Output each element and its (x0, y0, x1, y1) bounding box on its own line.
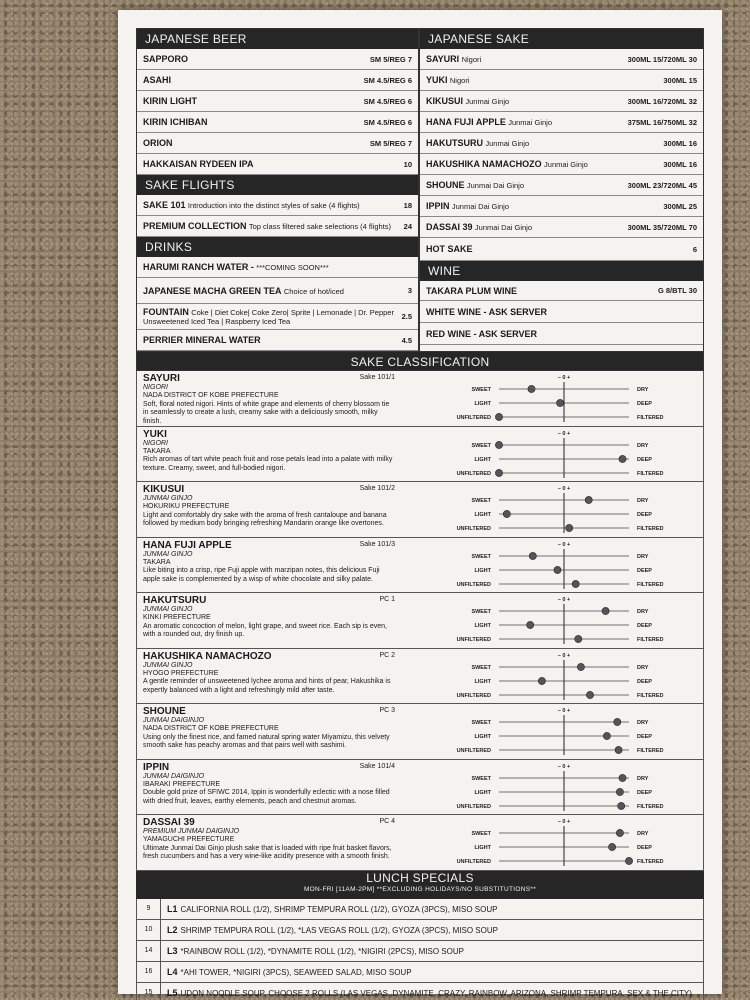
scale-right-label: DRY (637, 609, 649, 615)
beer-item: KIRIN LIGHT SM 4.5/REG 6 (137, 91, 418, 112)
sake-style: JUNMAI GINJO (143, 606, 193, 613)
scale-marker (602, 607, 609, 614)
scale-left-label: SWEET (471, 387, 491, 393)
scale-left-label: UNFILTERED (456, 748, 491, 754)
beer-item: ASAHI SM 4.5/REG 6 (137, 70, 418, 91)
scale-right-label: DRY (637, 498, 649, 504)
lunch-text: UDON NOODLE SOUP, CHOOSE 2 ROLLS (LAS VEGAS, DYNAMITE, CRAZY, RAINBOW, ARIZONA, SHRIMP TEMPURA, SEX & THE CITY) (180, 988, 692, 998)
sake-description: A gentle reminder of unsweetened lychee aroma and hints of pear, Hakushika is expertly balanced with a light and refreshingly mild after taste. (143, 678, 391, 694)
scale-marker (619, 774, 626, 781)
scale-left-label: UNFILTERED (456, 526, 491, 532)
scale-marker (528, 385, 535, 392)
taste-scale-chart (399, 649, 701, 704)
scale-mid-label: – 0 + (557, 708, 571, 714)
scale-left-label: UNFILTERED (456, 803, 491, 810)
scale-mid-label: – 0 + (557, 819, 571, 825)
scale-marker (614, 718, 621, 725)
sake-header: JAPANESE SAKE (420, 29, 703, 49)
scale-left-label: UNFILTERED (456, 581, 491, 588)
scale-right-label: FILTERED (637, 415, 664, 421)
sake-name: KIKUSUI (143, 484, 185, 495)
sake-profile-info (137, 427, 399, 482)
sake-name: SHOUNE (143, 706, 186, 717)
sake-name: HAKUSHIKA NAMACHOZO (143, 650, 272, 662)
scale-left-label: SWEET (471, 775, 491, 782)
sake-style: JUNMAI GINJO (143, 495, 193, 502)
sake-description: Like biting into a crisp, ripe Fuji apple with marzipan notes, this delicious Fuji apple sake is complemented by a wisp of white chocolate and silky palate. (143, 567, 380, 583)
scale-right-label: DRY (637, 387, 649, 393)
taste-scales (399, 815, 703, 870)
drink-item: FOUNTAIN Coke | Diet Coke| Coke Zero| Sprite | Lemonade | Dr. Pepper Unsweetened Iced Tea | Raspberry Iced Tea 2.5 (137, 304, 418, 330)
sake-profile-info (137, 649, 399, 704)
taste-scales (399, 427, 703, 482)
sake-name: YUKI (143, 428, 167, 440)
lunch-description (161, 925, 498, 935)
sake-tag: PC 2 (379, 651, 395, 659)
lunch-price: 14 (137, 941, 161, 961)
beer-item: KIRIN ICHIBAN SM 4.5/REG 6 (137, 112, 418, 133)
lunch-code: L5 (167, 987, 178, 998)
sake-profile (136, 482, 704, 538)
sake-profile-info (137, 371, 399, 426)
sake-style: JUNMAI DAIGINJO (143, 717, 205, 724)
wine-item: RED WINE - ASK SERVER (420, 323, 703, 345)
scale-right-label: DEEP (637, 456, 652, 463)
sake-tag: PC 1 (379, 596, 395, 603)
taste-scale-chart (399, 760, 701, 815)
sake-style: NIGORI (143, 384, 168, 391)
scale-right-label: FILTERED (637, 581, 664, 588)
scale-right-label: FILTERED (637, 526, 664, 532)
sake-tag: PC 3 (379, 707, 395, 714)
flights-header: SAKE FLIGHTS (137, 175, 418, 195)
taste-scales (399, 482, 703, 537)
sake-origin: TAKARA (143, 447, 171, 455)
scale-right-label: DRY (637, 831, 649, 837)
scale-right-label: DRY (637, 664, 649, 671)
scale-left-label: LIGHT (474, 678, 491, 685)
scale-left-label: SWEET (471, 831, 491, 837)
sake-origin: TAKARA (143, 558, 171, 566)
lunch-price: 15 (137, 983, 161, 1000)
scale-marker (575, 635, 582, 642)
beer-header: JAPANESE BEER (137, 29, 418, 49)
lunch-code: L4 (167, 966, 178, 977)
scale-left-label: SWEET (471, 720, 491, 726)
sake-profile-info (137, 704, 399, 759)
scale-marker (572, 580, 579, 587)
lunch-price: 16 (137, 962, 161, 982)
beer-item: HAKKAISAN RYDEEN IPA 10 (137, 154, 418, 175)
sake-name: SAYURI (143, 373, 180, 384)
scale-marker (609, 843, 616, 850)
drink-item: HARUMI RANCH WATER - ***COMING SOON*** (137, 257, 418, 278)
scale-left-label: SWEET (471, 498, 491, 504)
taste-scale-chart (399, 704, 701, 759)
scale-left-label: SWEET (471, 609, 491, 615)
scale-right-label: FILTERED (637, 803, 664, 810)
sake-tag: PC 4 (379, 818, 395, 825)
sake-profile (136, 371, 704, 427)
left-column (137, 29, 420, 351)
lunch-item (136, 920, 704, 941)
scale-mid-label: – 0 + (557, 763, 571, 770)
taste-scale-chart (399, 482, 701, 537)
lunch-text: *RAINBOW ROLL (1/2), *DYNAMITE ROLL (1/2), *NIGIRI (2PCS), MISO SOUP (180, 946, 464, 956)
scale-right-label: DRY (637, 775, 649, 782)
sake-origin: YAMAGUCHI PREFECTURE (143, 836, 235, 844)
lunch-header (136, 871, 704, 899)
drink-item: PERRIER MINERAL WATER 4.5 (137, 330, 418, 351)
lunch-code: L3 (167, 945, 178, 956)
sake-item: YUKI Nigori 300ML 15 (420, 70, 703, 91)
sake-name: IPPIN (143, 761, 170, 773)
sake-description: Rich aromas of tart white peach fruit and rose petals lead into a palate with milky texture. Creamy, sweet, and full-bodied nigori. (143, 456, 393, 472)
scale-marker (557, 399, 564, 406)
lunch-item (136, 941, 704, 962)
classification-header: SAKE CLASSIFICATION (136, 351, 704, 371)
sake-style: JUNMAI DAIGINJO (143, 772, 205, 780)
scale-right-label: DRY (637, 720, 649, 726)
scale-marker (586, 691, 593, 698)
right-column (420, 29, 703, 351)
sake-style: JUNMAI GINJO (143, 661, 193, 669)
sake-profile (136, 760, 704, 816)
scale-marker (619, 455, 626, 462)
classification-list (136, 371, 704, 871)
scale-right-label: DRY (637, 442, 649, 449)
scale-right-label: FILTERED (637, 748, 664, 754)
scale-left-label: SWEET (471, 664, 491, 671)
menu-sheet (118, 10, 722, 998)
flight-item: PREMIUM COLLECTION Top class filtered sake selections (4 flights) 24 (137, 216, 418, 237)
sake-description: Using only the finest rice, and famed natural spring water Miyamizu, this velvety smooth sake has peachy aromas and that pairs well with sashimi. (143, 733, 390, 750)
scale-marker (495, 413, 502, 420)
beer-item: ORION SM 5/REG 7 (137, 133, 418, 154)
scale-left-label: LIGHT (474, 512, 491, 518)
scale-left-label: SWEET (471, 553, 491, 560)
lunch-item (136, 983, 704, 1000)
scale-left-label: UNFILTERED (456, 692, 491, 699)
sake-item: DASSAI 39 Junmai Dai Ginjo 300ML 35/720ML 70 (420, 217, 703, 238)
scale-left-label: LIGHT (474, 789, 491, 796)
scale-marker (603, 732, 610, 739)
scale-right-label: FILTERED (637, 470, 664, 477)
taste-scale-chart (399, 815, 701, 870)
taste-scale-chart (399, 427, 701, 482)
wine-item: TAKARA PLUM WINE G 8/BTL 30 (420, 281, 703, 301)
sake-description: An aromatic concoction of melon, light grape, and sweet rice. Each sip is even, with a rounded out, dry finish up. (143, 622, 387, 639)
scale-left-label: LIGHT (474, 456, 491, 463)
scale-left-label: LIGHT (474, 567, 491, 574)
taste-scale-chart (399, 538, 701, 593)
scale-marker (495, 441, 502, 448)
lunch-title: LUNCH SPECIALS (366, 870, 474, 885)
sake-profile (136, 593, 704, 649)
scale-right-label: DRY (637, 553, 649, 560)
wine-item: WHITE WINE - ASK SERVER (420, 301, 703, 323)
scale-marker (566, 524, 573, 531)
taste-scales (399, 593, 703, 648)
scale-mid-label: – 0 + (557, 541, 571, 548)
sake-origin: HOKURIKU PREFECTURE (143, 503, 230, 511)
lunch-text: CALIFORNIA ROLL (1/2), SHRIMP TEMPURA ROLL (1/2), GYOZA (3PCS), MISO SOUP (180, 904, 498, 914)
sake-name: HAKUTSURU (143, 595, 207, 606)
scale-mid-label: – 0 + (557, 430, 571, 437)
scale-left-label: UNFILTERED (456, 859, 491, 865)
taste-scales (399, 760, 703, 815)
scale-right-label: DEEP (637, 401, 652, 407)
lunch-description (161, 904, 497, 914)
sake-origin: NADA DISTRICT OF KOBE PREFECTURE (143, 392, 279, 400)
scale-left-label: SWEET (471, 442, 491, 449)
scale-marker (577, 663, 584, 670)
scale-right-label: DEEP (637, 789, 652, 796)
sake-style: PREMIUM JUNMAI DAIGINJO (143, 828, 240, 835)
sake-origin: NADA DISTRICT OF KOBE PREFECTURE (143, 725, 279, 733)
drinks-header: DRINKS (137, 237, 418, 257)
taste-scale-chart (399, 371, 701, 426)
scale-mid-label: – 0 + (557, 486, 571, 492)
sake-profile-info (137, 593, 399, 648)
scale-right-label: FILTERED (637, 859, 664, 865)
scale-right-label: DEEP (637, 845, 652, 851)
scale-marker (616, 788, 623, 795)
scale-mid-label: – 0 + (557, 652, 571, 659)
taste-scale-chart (399, 593, 701, 648)
wine-header: WINE (420, 261, 703, 281)
sake-tag: Sake 101/2 (359, 485, 395, 492)
scale-marker (625, 857, 632, 864)
sake-profile-info (137, 482, 399, 537)
sake-profile-info (137, 760, 399, 815)
lunch-item (136, 899, 704, 920)
scale-left-label: LIGHT (474, 401, 491, 407)
drink-item: JAPANESE MACHA GREEN TEA Choice of hot/iced 3 (137, 278, 418, 304)
sake-description: Double gold prize of SFIWC 2014, Ippin is wonderfully eclectic with a nose filled with dried fruit, leaves, earthy elements, peach and chestnut aromas. (143, 789, 390, 805)
sake-item: SAYURI Nigori 300ML 15/720ML 30 (420, 49, 703, 70)
scale-marker (618, 802, 625, 809)
sake-profile-info (137, 538, 399, 593)
lunch-description (161, 946, 464, 956)
lunch-text: *AHI TOWER, *NIGIRI (3PCS), SEAWEED SALAD, MISO SOUP (180, 967, 412, 977)
sake-profile (136, 815, 704, 871)
scale-marker (503, 510, 510, 517)
lunch-item (136, 962, 704, 983)
scale-marker (538, 677, 545, 684)
scale-left-label: LIGHT (474, 623, 491, 629)
lunch-text: SHRIMP TEMPURA ROLL (1/2), *LAS VEGAS ROLL (1/2), GYOZA (3PCS), MISO SOUP (180, 925, 498, 935)
sake-origin: HYOGO PREFECTURE (143, 669, 219, 677)
scale-left-label: UNFILTERED (456, 415, 491, 421)
sake-style: NIGORI (143, 439, 168, 447)
lunch-description (161, 967, 412, 977)
scale-marker (529, 552, 536, 559)
sake-item: IPPIN Junmai Dai Ginjo 300ML 25 (420, 196, 703, 217)
flight-item: SAKE 101 Introduction into the distinct styles of sake (4 flights) 18 (137, 195, 418, 216)
taste-scales (399, 371, 703, 426)
scale-marker (585, 496, 592, 503)
scale-left-label: LIGHT (474, 734, 491, 740)
sake-profile (136, 649, 704, 705)
sake-name: HANA FUJI APPLE (143, 539, 232, 551)
scale-right-label: DEEP (637, 567, 652, 574)
drinks-section (136, 28, 704, 351)
sake-item: KIKUSUI Junmai Ginjo 300ML 16/720ML 32 (420, 91, 703, 112)
sake-item: SHOUNE Junmai Dai Ginjo 300ML 23/720ML 45 (420, 175, 703, 196)
scale-right-label: DEEP (637, 623, 652, 629)
beer-item: SAPPORO SM 5/REG 7 (137, 49, 418, 70)
scale-marker (616, 829, 623, 836)
taste-scales (399, 704, 703, 759)
sake-origin: KINKI PREFECTURE (143, 614, 211, 622)
scale-left-label: UNFILTERED (456, 470, 491, 477)
sake-profile (136, 538, 704, 594)
sake-description: Ultimate Junmai Dai Ginjo plush sake that is loaded with ripe fruit basket flavors, fresh cucumbers and has a very wine-like acidity presence with a smooth finish. (143, 844, 392, 861)
lunch-description (161, 988, 692, 998)
sake-item: HANA FUJI APPLE Junmai Ginjo 375ML 16/750ML 32 (420, 112, 703, 133)
scale-marker (527, 621, 534, 628)
sake-profile-info (137, 815, 399, 870)
taste-scales (399, 649, 703, 704)
sake-item: HAKUTSURU Junmai Ginjo 300ML 16 (420, 133, 703, 154)
sake-style: JUNMAI GINJO (143, 550, 193, 558)
sake-tag: Sake 101/3 (359, 540, 395, 548)
sake-profile (136, 704, 704, 760)
sake-name: DASSAI 39 (143, 817, 195, 828)
scale-marker (554, 566, 561, 573)
lunch-code: L2 (167, 924, 178, 935)
scale-right-label: DEEP (637, 512, 652, 518)
scale-marker (615, 746, 622, 753)
scale-mid-label: – 0 + (557, 375, 571, 381)
scale-mid-label: – 0 + (557, 597, 571, 603)
scale-right-label: FILTERED (637, 637, 664, 643)
lunch-subtitle: MON-FRI [11AM-2PM] **EXCLUDING HOLIDAYS/NO SUBSTITUTIONS** (303, 885, 537, 893)
sake-item: HOT SAKE 6 (420, 238, 703, 261)
scale-right-label: FILTERED (637, 692, 664, 699)
sake-description: Soft, floral noted nigori. Hints of white grape and elements of cherry blossom tie in seamlessly to create a lush, creamy sake with a deliciously smooth, milky finish. (143, 400, 390, 425)
scale-left-label: UNFILTERED (456, 637, 491, 643)
sake-description: Light and comfortably dry sake with the aroma of fresh cantaloupe and banana followed by medium body bringing refreshing Mandarin orange like overtones. (143, 511, 387, 528)
taste-scales (399, 538, 703, 593)
scale-right-label: DEEP (637, 734, 652, 740)
lunch-list (136, 899, 704, 1000)
sake-tag: Sake 101/1 (359, 374, 395, 381)
sake-tag: Sake 101/4 (359, 762, 395, 770)
scale-marker (495, 469, 502, 476)
lunch-price: 9 (137, 899, 161, 919)
lunch-code: L1 (167, 903, 178, 914)
scale-left-label: LIGHT (474, 845, 491, 851)
sake-profile (136, 427, 704, 483)
scale-right-label: DEEP (637, 678, 652, 685)
lunch-price: 10 (137, 920, 161, 940)
sake-item: HAKUSHIKA NAMACHOZO Junmai Ginjo 300ML 16 (420, 154, 703, 175)
sake-origin: IBARAKI PREFECTURE (143, 780, 221, 788)
